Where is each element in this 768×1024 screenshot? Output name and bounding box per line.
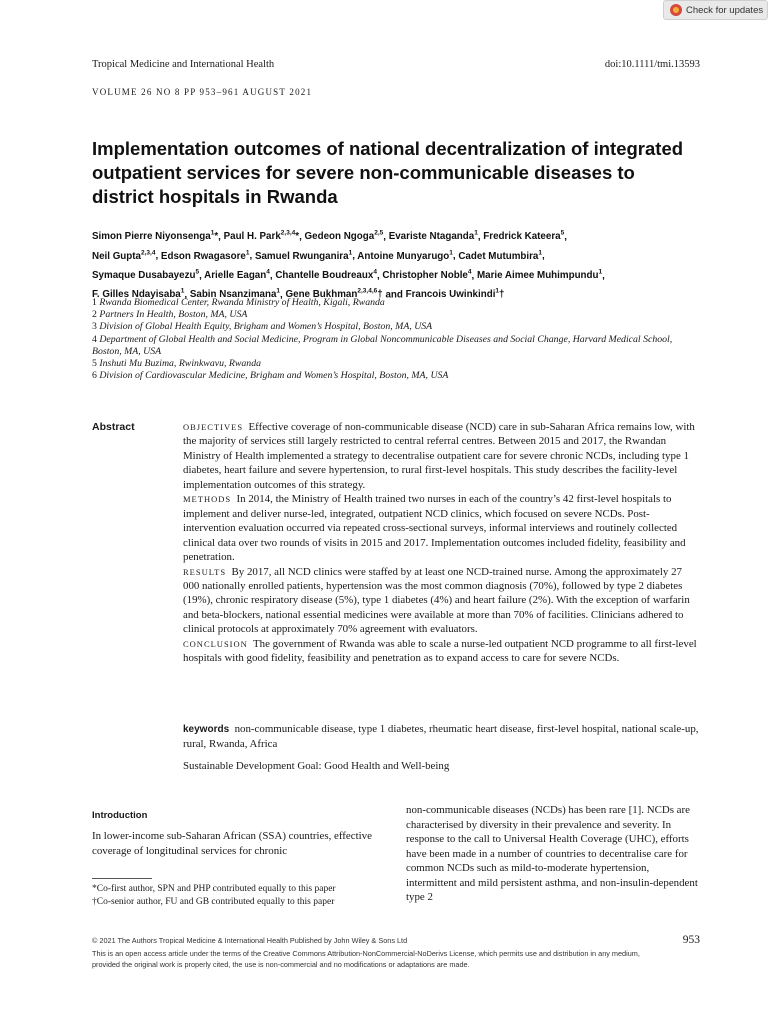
author-name: Symaque Dusabayezu: [92, 269, 196, 281]
author-contribution-mark: *: [295, 231, 300, 243]
methods-label: METHODS: [183, 494, 232, 505]
affiliation-text: Department of Global Health and Social Medicine, Program in Global Noncommunicable Diseases and Social Change, Harvard Medical School, Boston, MA, USA: [92, 333, 673, 357]
results-text: By 2017, all NCD clinics were staffed by at least one NCD-trained nurse. Among the approximately 27 000 nationally enrolled patients, hypertension was the most common diagnosis (70%), followed by type 2 diabetes (19%), chronic respiratory disease (5%), type 1 diabetes (4%) and heart failure (2%). With the exception of warfarin and beta-blockers, national essential medicines were available at more than 70% of facilities. Clinicians adhered to clinical protocols at approximately 70% agreement with evaluators.: [183, 565, 690, 636]
author-affiliation-marker: 4: [373, 268, 377, 276]
author-affiliation-marker: 1: [276, 287, 281, 295]
author: [92, 231, 218, 242]
introduction-column-2: non-communicable diseases (NCDs) has been rare [1]. NCDs are characterised by diversity in their prevalence and severity. In response to the call to Universal Health Coverage (UHC), efforts have been made in a number of countries to decentralise care for common NCDs such as mild-to-moderate hypertension, intermittent and mild persistent asthma, and non-insulin-dependent type 2: [406, 804, 698, 903]
author-name: Sabin Nsanzimana: [189, 289, 277, 301]
author-affiliation-marker: 1: [245, 249, 250, 257]
affiliation: [92, 309, 692, 321]
footnotes: [92, 883, 392, 908]
author-affiliation-marker: 2,3,4: [141, 249, 156, 257]
author-name: Cadet Mutumbira: [458, 250, 539, 262]
introduction-paragraph: In lower-income sub-Saharan African (SSA) countries, effective coverage of longitudinal services for chronic: [92, 830, 372, 857]
author-name: Evariste Ntaganda: [388, 231, 475, 243]
affiliation-text: Division of Cardiovascular Medicine, Brigham and Women’s Hospital, Boston, MA, USA: [99, 370, 449, 382]
conclusion-text: The government of Rwanda was able to scale a nurse-led outpatient NCD programme to all first-level hospitals with good fidelity, feasibility and penetration as to expand access to care for severe NCDs.: [183, 637, 697, 665]
affiliation-text: Division of Global Health Equity, Brigham and Women’s Hospital, Boston, MA, USA: [99, 321, 433, 333]
affiliation: [92, 334, 692, 358]
affiliation-number: 1: [92, 297, 100, 308]
author-affiliation-marker: 2,5: [374, 230, 384, 237]
crossmark-icon: [670, 4, 682, 16]
author: [357, 251, 453, 262]
author-affiliation-marker: 1: [210, 230, 215, 237]
author-name: Edson Rwagasore: [160, 250, 246, 262]
author-name: Francois Uwinkindi: [405, 289, 496, 301]
affiliation: [92, 321, 692, 333]
author-affiliation-marker: 1: [598, 268, 603, 276]
author-contribution-mark: †: [499, 289, 505, 301]
footnote-co-senior: †Co-senior author, FU and GB contributed equally to this paper: [92, 896, 335, 907]
author: [477, 270, 602, 281]
author-name: F. Gilles Ndayisaba: [92, 289, 181, 301]
author-affiliation-marker: 1: [495, 287, 500, 295]
author-contribution-mark: *: [214, 231, 219, 243]
page-number: 953: [682, 934, 700, 946]
sdg-text: : Good Health and Well-being: [318, 760, 450, 772]
conclusion-label: CONCLUSION: [183, 638, 248, 649]
affiliation: [92, 297, 692, 309]
author-name: Marie Aimee Muhimpundu: [476, 269, 599, 281]
author: [92, 270, 199, 281]
author: [204, 270, 270, 281]
sdg-label: Sustainable Development Goal: [183, 760, 319, 772]
license-text: This is an open access article under the terms of the Creative Commons Attribution-NonCommercial-NoDerivs License, which permits use and distribution in any medium, provided the original work is properly cited, the use is non-commercial and no modifications or adaptations are made.: [92, 948, 640, 969]
author-name: Neil Gupta: [92, 250, 141, 262]
affiliation-number: 3: [92, 321, 100, 333]
results-label: RESULTS: [183, 566, 227, 577]
author-affiliation-marker: 1: [538, 249, 542, 257]
footnote-co-first: *Co-first author, SPN and PHP contributed equally to this paper: [92, 884, 336, 894]
copyright: © 2021 The Authors Tropical Medicine & International Health Published by John Wiley & Sons Ltd: [92, 936, 408, 945]
author: [161, 251, 250, 262]
author-name: Christopher Noble: [382, 269, 468, 281]
affiliation: [92, 358, 692, 370]
affiliation-number: 6: [92, 370, 100, 382]
author: [224, 231, 299, 242]
objectives-text: Effective coverage of non-communicable disease (NCD) care in sub-Saharan Africa remains low, with the majority of services still largely restricted to central referral centres. Between 2015 and 2017, the Rwandan Ministry of Health implemented a strategy to decentralise outpatient care for severe chronic NCDs, including type 1 diabetes, heart failure and severe hypertension, to rural first-level hospitals. This study describes the facility-level implementation outcomes of this strategy.: [183, 421, 695, 491]
author: [305, 231, 384, 242]
affiliation-list: [92, 297, 692, 382]
author-name: Chantelle Boudreaux: [275, 269, 374, 281]
author-name: Gene Bukhman: [285, 289, 358, 301]
page-footer: [92, 936, 652, 970]
abstract-body: [183, 420, 700, 666]
author-list: Simon Pierre Niyonsenga$^1$*, Paul H. Park$^{2,3,4}$*, Gedeon Ngoga$^{2,5}$, Evariste Ntaganda$^1$, Fredrick Kateera$^5$, Neil Gupta$^{2,3,4}$, Edson Rwagasore$^1$, Samuel Rwunganira$^1$, Antoine Munyarugo$^1$, Cadet Mutumbira$^1$, Symaque Dusabayezu$^5$, Arielle Eagan$^4$, Chantelle Boudreaux$^4$, Christopher Noble$^4$, Marie Aimee Muhimpundu$^1$, F. Gilles Ndayisaba$^1$, Sabin Nsanzimana$^1$, Gene Bukhman$^{2,3,4,6}$† and Francois Uwinkindi$^1$†: [92, 230, 605, 301]
author-name: Paul H. Park: [223, 231, 281, 243]
author-name: Gedeon Ngoga: [304, 231, 375, 243]
keywords-label: keywords: [183, 724, 230, 735]
author-affiliation-marker: 1: [180, 287, 185, 295]
author-contribution-mark: †: [377, 289, 383, 301]
author-affiliation-marker: 1: [474, 230, 478, 237]
author-affiliation-marker: 2,3,4: [280, 230, 296, 237]
author-name: Fredrick Kateera: [483, 231, 561, 243]
objectives-label: OBJECTIVES: [183, 422, 244, 432]
author: [382, 270, 471, 281]
keywords-text: non-communicable disease, type 1 diabetes, rheumatic heart disease, first-level hospital, national scale-up, rural, Rwanda, Africa: [183, 723, 699, 751]
abstract-label: Abstract: [92, 421, 135, 433]
affiliation-number: 4: [92, 333, 100, 345]
author: [255, 251, 352, 262]
sdg: [183, 760, 700, 772]
affiliation-number: 5: [92, 358, 100, 370]
author: [92, 251, 155, 262]
author-affiliation-marker: 2,3,4,6: [357, 287, 378, 295]
author-name: Samuel Rwunganira: [254, 250, 349, 262]
affiliation-text: Partners In Health, Boston, MA, USA: [99, 309, 248, 321]
doi: doi:10.1111/tmi.13593: [604, 59, 700, 70]
author: [275, 270, 377, 281]
article-title: Implementation outcomes of national decentralization of integrated outpatient services for severe non-communicable diseases to district hospitals in Rwanda: [92, 138, 684, 207]
methods-text: In 2014, the Ministry of Health trained two nurses in each of the country’s 42 first-level hospitals to implement and deliver nurse-led, integrated, outpatient NCD clinics, which focused on severe NCDs. Post-intervention evaluation occurred via repeated cross-sectional surveys, informal interviews and routinely collected clinical data over two rounds of visits in 2015 and 2017. Implementation outcomes included fidelity, feasibility and penetration.: [183, 493, 686, 564]
check-for-updates-label: Check for updates: [686, 4, 764, 16]
keywords: [183, 722, 700, 752]
journal-name: Tropical Medicine and International Health: [92, 59, 275, 70]
introduction-heading: Introduction: [92, 810, 148, 821]
author: [458, 251, 542, 262]
affiliation-text: Inshuti Mu Buzima, Rwinkwavu, Rwanda: [99, 358, 261, 370]
author-name: Arielle Eagan: [204, 269, 267, 281]
volume-info: VOLUME 26 NO 8 PP 953–961 AUGUST 2021: [92, 87, 313, 97]
affiliation-text: Rwanda Biomedical Center, Rwanda Ministry of Health, Kigali, Rwanda: [99, 297, 385, 308]
author-affiliation-marker: 4: [266, 268, 270, 276]
check-for-updates-button[interactable]: [663, 0, 768, 20]
author-affiliation-marker: 5: [560, 230, 565, 237]
affiliation: [92, 370, 692, 382]
author: [483, 231, 564, 242]
author-affiliation-marker: 1: [348, 249, 353, 257]
author-name: Antoine Munyarugo: [357, 250, 450, 262]
affiliation-number: 2: [92, 309, 100, 321]
author-affiliation-marker: 1: [449, 249, 453, 257]
author: [389, 231, 478, 242]
author-affiliation-marker: 4: [467, 268, 472, 276]
author-affiliation-marker: 5: [195, 268, 200, 276]
author-name: Simon Pierre Niyonsenga: [92, 231, 211, 243]
footnote-divider: [92, 878, 152, 879]
